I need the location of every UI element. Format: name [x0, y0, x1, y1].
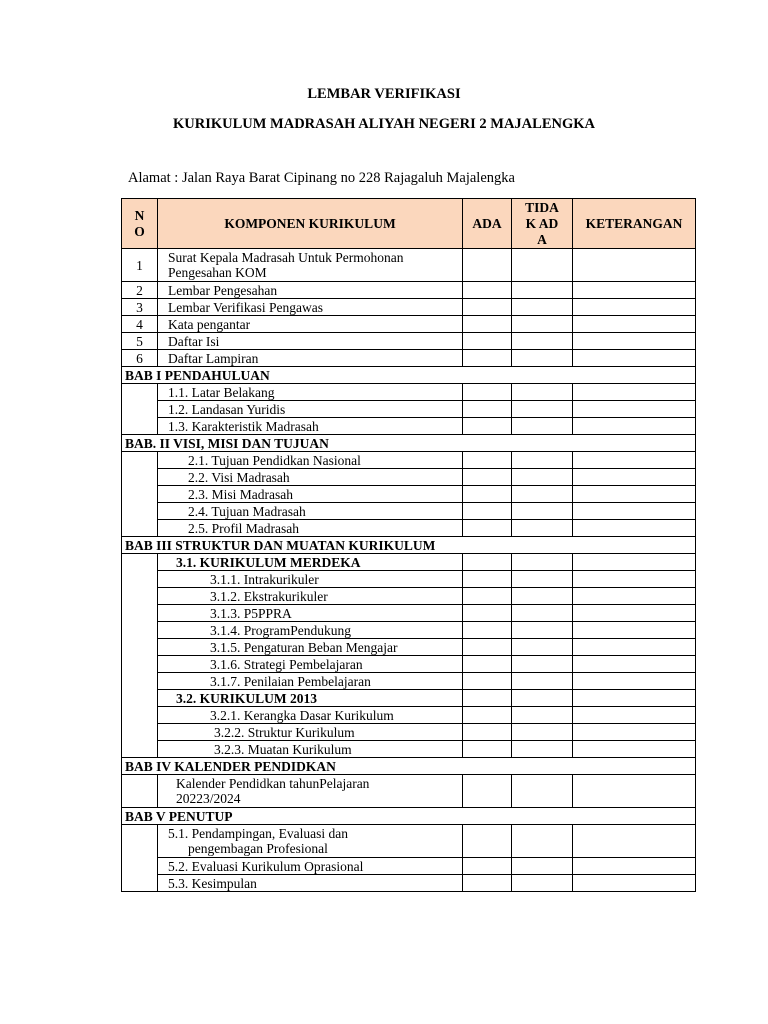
row-component-line1: 5.1. Pendampingan, Evaluasi dan — [168, 826, 348, 841]
table-row — [122, 282, 696, 299]
section-row-bab-2 — [122, 435, 696, 452]
row-component: 2.1. Tujuan Pendidkan Nasional — [158, 452, 463, 469]
cell-keterangan[interactable] — [573, 282, 696, 299]
row-component — [158, 249, 463, 282]
section-row-bab-1 — [122, 367, 696, 384]
cell-keterangan[interactable] — [573, 571, 696, 588]
cell-keterangan[interactable] — [573, 875, 696, 892]
row-component — [158, 775, 463, 808]
cell-tidak-ada[interactable] — [512, 418, 573, 435]
cell-tidak-ada[interactable] — [512, 673, 573, 690]
header-komponen: KOMPONEN KURIKULUM — [158, 199, 463, 249]
table-row — [122, 673, 696, 690]
row-component: 3.1.5. Pengaturan Beban Mengajar — [158, 639, 463, 656]
cell-tidak-ada[interactable] — [512, 724, 573, 741]
cell-tidak-ada[interactable] — [512, 588, 573, 605]
cell-ada[interactable] — [463, 673, 512, 690]
cell-tidak-ada[interactable] — [512, 825, 573, 858]
section-title: BAB IV KALENDER PENDIDKAN — [122, 758, 696, 775]
row-component-line1: Kalender Pendidkan tahunPelajaran — [176, 776, 370, 791]
cell-tidak-ada[interactable] — [512, 875, 573, 892]
table-row — [122, 741, 696, 758]
cell-keterangan[interactable] — [573, 333, 696, 350]
row-component: Lembar Verifikasi Pengawas — [158, 299, 463, 316]
cell-ada[interactable] — [463, 741, 512, 758]
row-number: 4 — [122, 316, 158, 333]
cell-ada[interactable] — [463, 707, 512, 724]
row-component-line2: Pengesahan KOM — [168, 265, 267, 280]
row-component: 3.1.3. P5PPRA — [158, 605, 463, 622]
row-component: 2.4. Tujuan Madrasah — [158, 503, 463, 520]
row-component: 1.2. Landasan Yuridis — [158, 401, 463, 418]
cell-tidak-ada[interactable] — [512, 571, 573, 588]
table-row — [122, 639, 696, 656]
cell-ada[interactable] — [463, 333, 512, 350]
row-component-line1: Surat Kepala Madrasah Untuk Permohonan — [168, 250, 404, 265]
table-row — [122, 418, 696, 435]
cell-tidak-ada[interactable] — [512, 401, 573, 418]
row-component: 1.1. Latar Belakang — [158, 384, 463, 401]
table-row — [122, 656, 696, 673]
cell-keterangan[interactable] — [573, 639, 696, 656]
row-number: 5 — [122, 333, 158, 350]
row-component: 3.1.1. Intrakurikuler — [158, 571, 463, 588]
cell-tidak-ada[interactable] — [512, 452, 573, 469]
cell-ada[interactable] — [463, 452, 512, 469]
table-row — [122, 554, 696, 571]
row-component — [158, 825, 463, 858]
cell-ada[interactable] — [463, 282, 512, 299]
table-row — [122, 875, 696, 892]
table-row — [122, 401, 696, 418]
row-component: Kata pengantar — [158, 316, 463, 333]
section-title: BAB I PENDAHULUAN — [122, 367, 696, 384]
table-row — [122, 384, 696, 401]
cell-keterangan[interactable] — [573, 588, 696, 605]
address-line: Alamat : Jalan Raya Barat Cipinang no 228 Rajagaluh Majalengka — [128, 170, 515, 186]
table-row — [122, 588, 696, 605]
cell-ada[interactable] — [463, 775, 512, 808]
header-tidak-ada: TIDAK ADA — [512, 199, 573, 249]
table-header-row — [122, 199, 696, 249]
cell-keterangan[interactable] — [573, 724, 696, 741]
cell-keterangan[interactable] — [573, 656, 696, 673]
cell-ada[interactable] — [463, 690, 512, 707]
cell-keterangan[interactable] — [573, 486, 696, 503]
cell-tidak-ada[interactable] — [512, 775, 573, 808]
cell-tidak-ada[interactable] — [512, 486, 573, 503]
row-component: 5.2. Evaluasi Kurikulum Oprasional — [158, 858, 463, 875]
table-row — [122, 775, 696, 808]
cell-keterangan[interactable] — [573, 503, 696, 520]
cell-tidak-ada[interactable] — [512, 333, 573, 350]
cell-keterangan[interactable] — [573, 316, 696, 333]
cell-tidak-ada[interactable] — [512, 858, 573, 875]
header-keterangan: KETERANGAN — [573, 199, 696, 249]
cell-tidak-ada[interactable] — [512, 656, 573, 673]
cell-ada[interactable] — [463, 299, 512, 316]
empty-no-cell — [122, 775, 158, 808]
cell-tidak-ada[interactable] — [512, 249, 573, 282]
table-row — [122, 249, 696, 282]
header-no: NO — [122, 199, 158, 249]
row-number: 2 — [122, 282, 158, 299]
section-row-bab-5 — [122, 808, 696, 825]
cell-keterangan[interactable] — [573, 520, 696, 537]
cell-ada[interactable] — [463, 384, 512, 401]
row-component: 2.2. Visi Madrasah — [158, 469, 463, 486]
cell-keterangan[interactable] — [573, 554, 696, 571]
cell-keterangan[interactable] — [573, 452, 696, 469]
cell-ada[interactable] — [463, 486, 512, 503]
cell-keterangan[interactable] — [573, 741, 696, 758]
empty-no-cell — [122, 452, 158, 537]
section-title: BAB. II VISI, MISI DAN TUJUAN — [122, 435, 696, 452]
cell-tidak-ada[interactable] — [512, 605, 573, 622]
cell-tidak-ada[interactable] — [512, 690, 573, 707]
cell-ada[interactable] — [463, 875, 512, 892]
row-component: 5.3. Kesimpulan — [158, 875, 463, 892]
table-row — [122, 622, 696, 639]
row-number: 3 — [122, 299, 158, 316]
row-component: 3.1.7. Penilaian Pembelajaran — [158, 673, 463, 690]
section-row-bab-3 — [122, 537, 696, 554]
cell-tidak-ada[interactable] — [512, 384, 573, 401]
section-title: BAB V PENUTUP — [122, 808, 696, 825]
table-row — [122, 299, 696, 316]
cell-keterangan[interactable] — [573, 858, 696, 875]
cell-ada[interactable] — [463, 825, 512, 858]
cell-ada[interactable] — [463, 401, 512, 418]
row-component: 3.2.2. Struktur Kurikulum — [158, 724, 463, 741]
cell-keterangan[interactable] — [573, 707, 696, 724]
table-row — [122, 825, 696, 858]
cell-keterangan[interactable] — [573, 384, 696, 401]
table-row — [122, 503, 696, 520]
cell-tidak-ada[interactable] — [512, 707, 573, 724]
cell-keterangan[interactable] — [573, 299, 696, 316]
table-row — [122, 724, 696, 741]
cell-keterangan[interactable] — [573, 605, 696, 622]
table-row — [122, 350, 696, 367]
cell-tidak-ada[interactable] — [512, 622, 573, 639]
cell-keterangan[interactable] — [573, 825, 696, 858]
table-row — [122, 858, 696, 875]
cell-keterangan[interactable] — [573, 418, 696, 435]
subsection-title: 3.1. KURIKULUM MERDEKA — [158, 554, 463, 571]
cell-ada[interactable] — [463, 418, 512, 435]
cell-ada[interactable] — [463, 858, 512, 875]
table-row — [122, 333, 696, 350]
row-component: 3.1.2. Ekstrakurikuler — [158, 588, 463, 605]
empty-no-cell — [122, 825, 158, 892]
row-component: 1.3. Karakteristik Madrasah — [158, 418, 463, 435]
table-row — [122, 316, 696, 333]
empty-no-cell — [122, 554, 158, 758]
row-number: 6 — [122, 350, 158, 367]
cell-tidak-ada[interactable] — [512, 282, 573, 299]
row-component: Daftar Lampiran — [158, 350, 463, 367]
table-row — [122, 452, 696, 469]
section-row-bab-4 — [122, 758, 696, 775]
table-row — [122, 469, 696, 486]
cell-tidak-ada[interactable] — [512, 316, 573, 333]
cell-keterangan[interactable] — [573, 401, 696, 418]
table-row — [122, 520, 696, 537]
table-row — [122, 486, 696, 503]
table-row — [122, 571, 696, 588]
row-number: 1 — [122, 249, 158, 282]
row-component: 3.1.6. Strategi Pembelajaran — [158, 656, 463, 673]
cell-keterangan[interactable] — [573, 469, 696, 486]
cell-keterangan[interactable] — [573, 350, 696, 367]
row-component: 3.1.4. ProgramPendukung — [158, 622, 463, 639]
cell-tidak-ada[interactable] — [512, 469, 573, 486]
cell-keterangan[interactable] — [573, 690, 696, 707]
cell-tidak-ada[interactable] — [512, 299, 573, 316]
row-component: 3.2.1. Kerangka Dasar Kurikulum — [158, 707, 463, 724]
cell-ada[interactable] — [463, 350, 512, 367]
table-row — [122, 690, 696, 707]
cell-ada[interactable] — [463, 503, 512, 520]
document-title: LEMBAR VERIFIKASI — [307, 86, 461, 102]
cell-ada[interactable] — [463, 588, 512, 605]
table-row — [122, 605, 696, 622]
table-row — [122, 707, 696, 724]
cell-tidak-ada[interactable] — [512, 741, 573, 758]
document-subtitle: KURIKULUM MADRASAH ALIYAH NEGERI 2 MAJALENGKA — [172, 116, 595, 132]
cell-tidak-ada[interactable] — [512, 503, 573, 520]
row-component-line2: pengembagan Profesional — [188, 841, 328, 856]
cell-ada[interactable] — [463, 316, 512, 333]
cell-tidak-ada[interactable] — [512, 554, 573, 571]
cell-tidak-ada[interactable] — [512, 520, 573, 537]
cell-ada[interactable] — [463, 520, 512, 537]
cell-ada[interactable] — [463, 554, 512, 571]
row-component: 2.3. Misi Madrasah — [158, 486, 463, 503]
subsection-title: 3.2. KURIKULUM 2013 — [158, 690, 463, 707]
empty-no-cell — [122, 384, 158, 435]
cell-ada[interactable] — [463, 724, 512, 741]
verification-table — [121, 198, 696, 892]
cell-ada[interactable] — [463, 571, 512, 588]
row-component: Daftar Isi — [158, 333, 463, 350]
cell-ada[interactable] — [463, 605, 512, 622]
cell-ada[interactable] — [463, 656, 512, 673]
cell-tidak-ada[interactable] — [512, 639, 573, 656]
cell-keterangan[interactable] — [573, 622, 696, 639]
cell-keterangan[interactable] — [573, 673, 696, 690]
cell-ada[interactable] — [463, 469, 512, 486]
section-title: BAB III STRUKTUR DAN MUATAN KURIKULUM — [122, 537, 696, 554]
cell-ada[interactable] — [463, 639, 512, 656]
cell-tidak-ada[interactable] — [512, 350, 573, 367]
row-component-line2: 20223/2024 — [176, 791, 241, 806]
header-ada: ADA — [463, 199, 512, 249]
cell-keterangan[interactable] — [573, 775, 696, 808]
row-component: 3.2.3. Muatan Kurikulum — [158, 741, 463, 758]
row-component: 2.5. Profil Madrasah — [158, 520, 463, 537]
row-component: Lembar Pengesahan — [158, 282, 463, 299]
cell-ada[interactable] — [463, 249, 512, 282]
cell-keterangan[interactable] — [573, 249, 696, 282]
cell-ada[interactable] — [463, 622, 512, 639]
